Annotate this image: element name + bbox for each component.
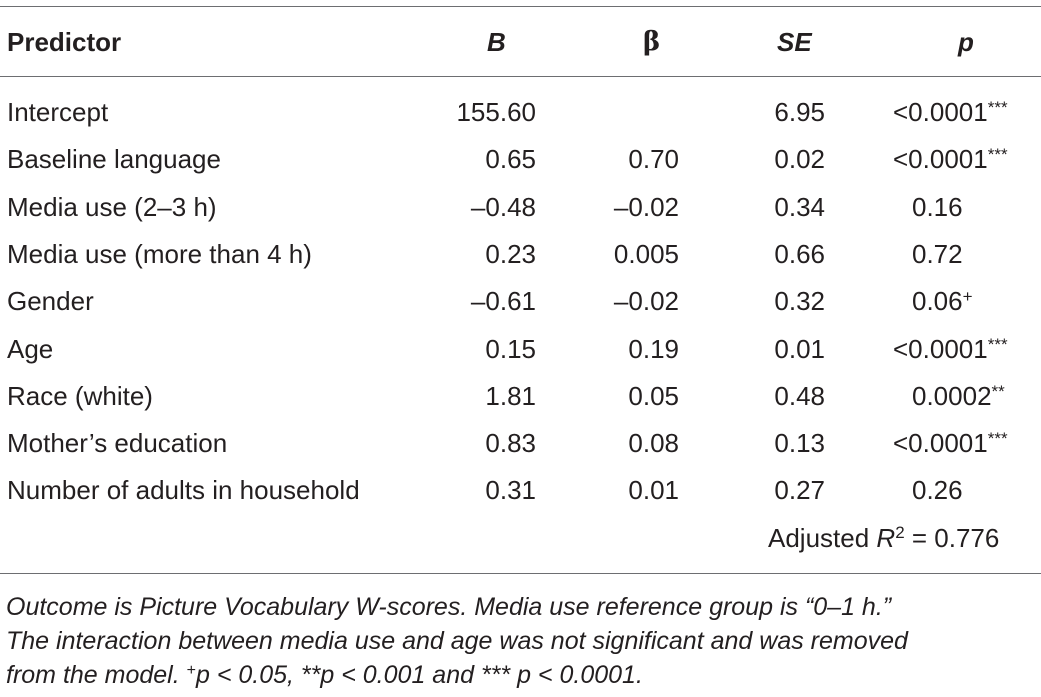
p-value: 0.06 bbox=[912, 286, 963, 317]
cell-p bbox=[912, 234, 963, 274]
cell-beta: 0.08 bbox=[628, 428, 679, 459]
cell-se: 0.13 bbox=[774, 428, 825, 459]
significance-marker: *** bbox=[987, 429, 1008, 449]
footnote-line-3-start: from the model. bbox=[6, 661, 187, 689]
table-row bbox=[0, 139, 1041, 179]
table-header-rule bbox=[0, 76, 1041, 77]
cell-p bbox=[893, 139, 1008, 183]
cell-p bbox=[912, 376, 1005, 420]
cell-b: 155.60 bbox=[456, 97, 536, 127]
footnote-line-2: The interaction between media use and age was not significant and was removed bbox=[6, 627, 908, 655]
cell-predictor: Baseline language bbox=[7, 144, 221, 175]
p-value: <0.0001 bbox=[893, 333, 988, 364]
cell-predictor: Media use (more than 4 h) bbox=[7, 238, 312, 269]
adjusted-r2 bbox=[768, 518, 999, 562]
cell-b: 0.15 bbox=[485, 333, 536, 364]
cell-p bbox=[912, 470, 963, 510]
cell-predictor: Number of adults in household bbox=[7, 475, 360, 506]
cell-b: 0.23 bbox=[485, 238, 536, 269]
cell-beta: –0.02 bbox=[613, 286, 679, 317]
cell-beta: 0.05 bbox=[628, 380, 679, 411]
cell-se: 0.32 bbox=[774, 286, 825, 317]
cell-p bbox=[893, 423, 1008, 467]
footnote-line-3-end: p < 0.05, **p < 0.001 and *** p < 0.0001. bbox=[195, 661, 643, 689]
cell-b: 0.31 bbox=[485, 475, 536, 506]
cell-p bbox=[912, 187, 963, 227]
table-row bbox=[0, 423, 1041, 463]
cell-predictor: Media use (2–3 h) bbox=[7, 191, 217, 222]
cell-b: –0.48 bbox=[470, 191, 536, 222]
cell-p bbox=[893, 329, 1008, 373]
p-value: 0.0002 bbox=[912, 380, 992, 411]
significance-marker: + bbox=[962, 287, 973, 307]
header-b: B bbox=[487, 27, 506, 57]
footnote-plus-symbol: + bbox=[186, 662, 196, 679]
footnote-line-3 bbox=[6, 658, 1036, 696]
cell-b: 0.83 bbox=[485, 428, 536, 459]
cell-predictor: Gender bbox=[7, 286, 94, 317]
header-se: SE bbox=[777, 27, 812, 57]
cell-se: 0.66 bbox=[774, 238, 825, 269]
cell-beta: –0.02 bbox=[613, 191, 679, 222]
p-value: <0.0001 bbox=[893, 428, 988, 459]
p-value: <0.0001 bbox=[893, 144, 988, 175]
cell-predictor: Race (white) bbox=[7, 380, 153, 411]
table-row bbox=[0, 376, 1041, 416]
cell-b: –0.61 bbox=[470, 286, 536, 317]
table-row bbox=[0, 329, 1041, 369]
table-row bbox=[0, 470, 1041, 510]
p-value: <0.0001 bbox=[893, 97, 988, 127]
table-header-row bbox=[0, 22, 1041, 62]
r2-value: = 0.776 bbox=[904, 523, 1000, 553]
cell-p bbox=[893, 92, 1008, 136]
cell-b: 1.81 bbox=[485, 380, 536, 411]
cell-se: 0.48 bbox=[774, 380, 825, 411]
cell-se: 0.02 bbox=[774, 144, 825, 175]
significance-marker: *** bbox=[987, 98, 1008, 117]
cell-se: 0.27 bbox=[774, 475, 825, 506]
r2-symbol: R bbox=[876, 523, 896, 553]
header-p: p bbox=[958, 27, 974, 57]
significance-marker: *** bbox=[987, 145, 1008, 165]
cell-predictor: Mother’s education bbox=[7, 428, 228, 459]
table-row bbox=[0, 234, 1041, 274]
r2-prefix: Adjusted bbox=[768, 523, 877, 553]
r2-exponent: 2 bbox=[895, 523, 905, 542]
footnote-line-1: Outcome is Picture Vocabulary W-scores. Media use reference group is “0–1 h.” bbox=[6, 593, 892, 621]
cell-se: 0.01 bbox=[774, 333, 825, 364]
header-predictor: Predictor bbox=[7, 27, 122, 57]
table-top-rule bbox=[0, 6, 1041, 7]
table-row bbox=[0, 92, 1041, 132]
header-beta: β bbox=[643, 27, 661, 57]
p-value: 0.72 bbox=[912, 238, 963, 269]
cell-se: 0.34 bbox=[774, 191, 825, 222]
table-bottom-rule bbox=[0, 573, 1041, 574]
cell-predictor: Intercept bbox=[7, 97, 109, 127]
table-footnote bbox=[6, 590, 1036, 696]
cell-p bbox=[912, 281, 973, 325]
cell-beta: 0.01 bbox=[628, 475, 679, 506]
cell-se: 6.95 bbox=[774, 97, 825, 127]
cell-beta: 0.19 bbox=[628, 333, 679, 364]
table-row bbox=[0, 187, 1041, 227]
p-value: 0.26 bbox=[912, 475, 963, 506]
cell-beta: 0.005 bbox=[613, 238, 679, 269]
cell-beta: 0.70 bbox=[628, 144, 679, 175]
p-value: 0.16 bbox=[912, 191, 963, 222]
significance-marker: ** bbox=[991, 381, 1005, 401]
cell-b: 0.65 bbox=[485, 144, 536, 175]
cell-predictor: Age bbox=[7, 333, 54, 364]
table-row bbox=[0, 281, 1041, 321]
significance-marker: *** bbox=[987, 334, 1008, 354]
